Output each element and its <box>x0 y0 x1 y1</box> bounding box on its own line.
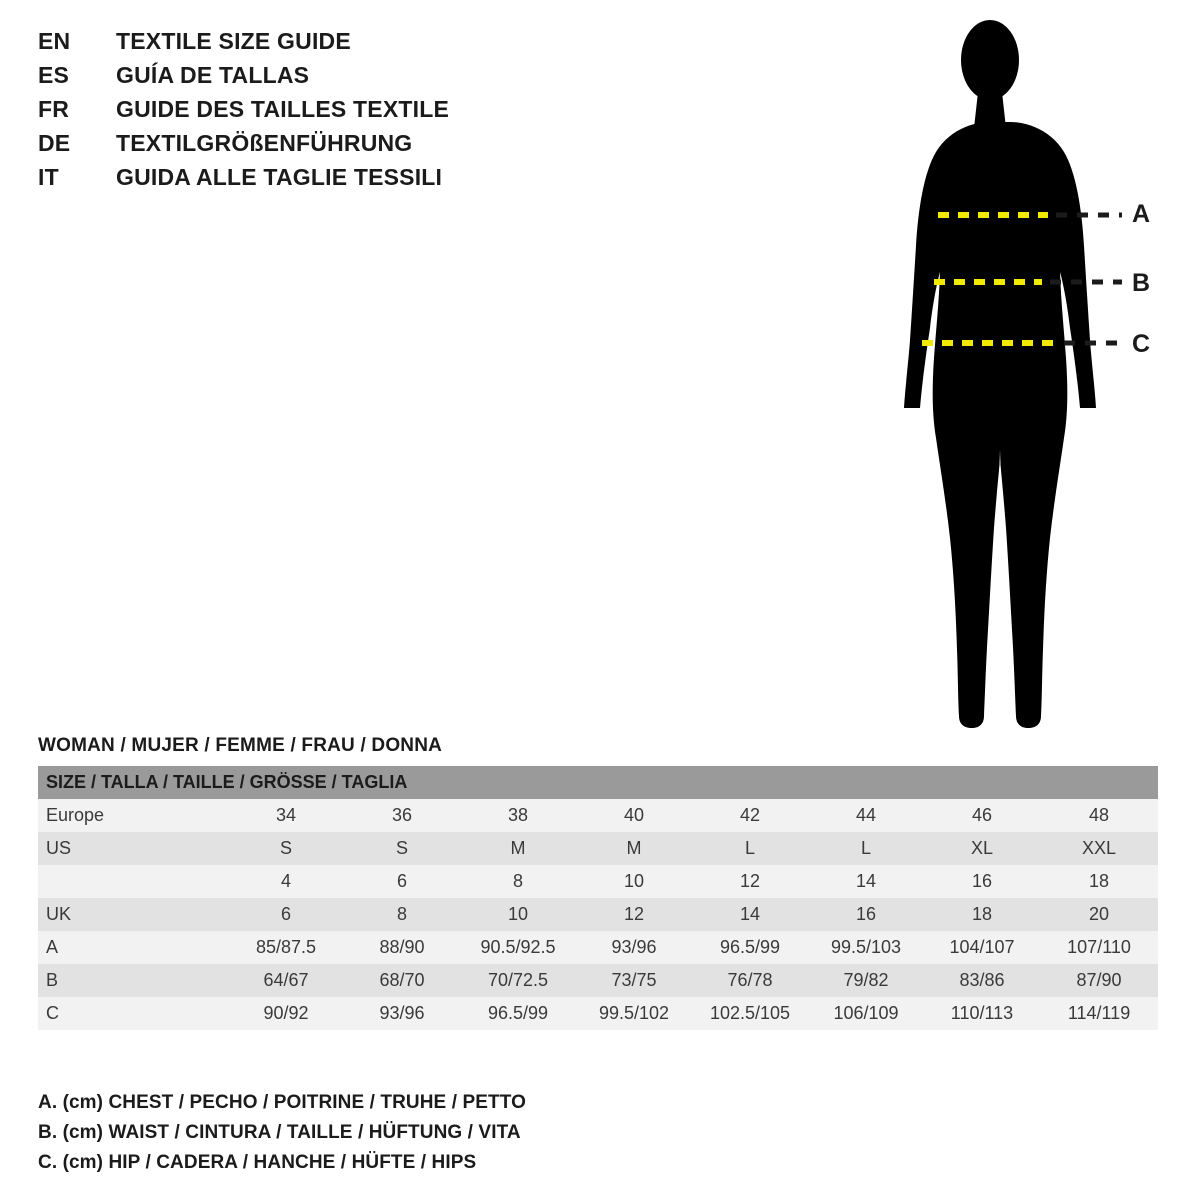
title-row <box>38 164 558 198</box>
measure-label-b: B <box>1132 269 1151 297</box>
row-label: Europe <box>38 799 228 832</box>
title-lang-code: FR <box>38 96 70 122</box>
cell: 99.5/103 <box>808 931 924 964</box>
title-lang-code: EN <box>38 28 71 54</box>
cell: S <box>344 832 460 865</box>
cell: 106/109 <box>808 997 924 1030</box>
measure-label-c: C <box>1132 330 1151 358</box>
footnotes <box>38 1092 838 1182</box>
female-silhouette-icon <box>860 10 1190 740</box>
cell: 96.5/99 <box>460 997 576 1030</box>
cell: 42 <box>692 799 808 832</box>
row-label <box>38 865 228 898</box>
cell: 18 <box>924 898 1040 931</box>
title-text: GUIDE DES TAILLES TEXTILE <box>116 96 449 122</box>
cell: 88/90 <box>344 931 460 964</box>
table-header-row <box>38 766 1158 799</box>
cell: 16 <box>924 865 1040 898</box>
cell: 10 <box>460 898 576 931</box>
cell: M <box>576 832 692 865</box>
cell: 85/87.5 <box>228 931 344 964</box>
row-label: A <box>38 931 228 964</box>
cell: 12 <box>576 898 692 931</box>
size-table-section <box>38 735 1158 1030</box>
cell: XXL <box>1040 832 1158 865</box>
table-row <box>38 964 1158 997</box>
cell: 96.5/99 <box>692 931 808 964</box>
title-text: TEXTILGRÖßENFÜHRUNG <box>116 130 413 156</box>
title-text: GUÍA DE TALLAS <box>116 62 310 88</box>
title-lang-code: ES <box>38 62 70 88</box>
cell: 76/78 <box>692 964 808 997</box>
cell: 36 <box>344 799 460 832</box>
cell: 20 <box>1040 898 1158 931</box>
cell: 68/70 <box>344 964 460 997</box>
cell: XL <box>924 832 1040 865</box>
cell: 18 <box>1040 865 1158 898</box>
table-row <box>38 865 1158 898</box>
cell: 83/86 <box>924 964 1040 997</box>
cell: 46 <box>924 799 1040 832</box>
cell: S <box>228 832 344 865</box>
cell: M <box>460 832 576 865</box>
title-row <box>38 130 558 164</box>
footnote-waist: B. (cm) WAIST / CINTURA / TAILLE / HÜFTUNG / VITA <box>38 1122 521 1143</box>
cell: 48 <box>1040 799 1158 832</box>
footnote-chest: A. (cm) CHEST / PECHO / POITRINE / TRUHE / PETTO <box>38 1092 526 1113</box>
cell: 34 <box>228 799 344 832</box>
cell: 6 <box>228 898 344 931</box>
cell: 79/82 <box>808 964 924 997</box>
cell: 107/110 <box>1040 931 1158 964</box>
cell: 40 <box>576 799 692 832</box>
title-row <box>38 62 558 96</box>
cell: 12 <box>692 865 808 898</box>
cell: 90.5/92.5 <box>460 931 576 964</box>
row-label: C <box>38 997 228 1030</box>
cell: 90/92 <box>228 997 344 1030</box>
title-lang-code: DE <box>38 130 71 156</box>
cell: L <box>808 832 924 865</box>
title-lang-code: IT <box>38 164 59 190</box>
cell: 4 <box>228 865 344 898</box>
table-row <box>38 799 1158 832</box>
title-text: TEXTILE SIZE GUIDE <box>116 28 351 54</box>
cell: 104/107 <box>924 931 1040 964</box>
cell: 16 <box>808 898 924 931</box>
cell: 8 <box>460 865 576 898</box>
cell: 14 <box>808 865 924 898</box>
row-label: US <box>38 832 228 865</box>
cell: 44 <box>808 799 924 832</box>
title-text: GUIDA ALLE TAGLIE TESSILI <box>116 164 443 190</box>
female-body-figure <box>860 10 1190 740</box>
cell: 70/72.5 <box>460 964 576 997</box>
title-row <box>38 96 558 130</box>
cell: 38 <box>460 799 576 832</box>
title-block <box>38 28 558 198</box>
cell: 73/75 <box>576 964 692 997</box>
cell: 114/119 <box>1040 997 1158 1030</box>
cell: L <box>692 832 808 865</box>
table-row <box>38 832 1158 865</box>
cell: 93/96 <box>344 997 460 1030</box>
title-row <box>38 28 558 62</box>
cell: 10 <box>576 865 692 898</box>
cell: 99.5/102 <box>576 997 692 1030</box>
cell: 14 <box>692 898 808 931</box>
cell: 102.5/105 <box>692 997 808 1030</box>
footnote-hip: C. (cm) HIP / CADERA / HANCHE / HÜFTE / HIPS <box>38 1152 477 1173</box>
section-heading: WOMAN / MUJER / FEMME / FRAU / DONNA <box>38 735 443 756</box>
cell: 87/90 <box>1040 964 1158 997</box>
size-table <box>38 766 1158 1030</box>
table-row <box>38 931 1158 964</box>
cell: 110/113 <box>924 997 1040 1030</box>
row-label: UK <box>38 898 228 931</box>
cell: 6 <box>344 865 460 898</box>
table-header-label: SIZE / TALLA / TAILLE / GRÖSSE / TAGLIA <box>38 766 1158 799</box>
measure-label-a: A <box>1132 200 1151 228</box>
table-row <box>38 898 1158 931</box>
row-label: B <box>38 964 228 997</box>
cell: 93/96 <box>576 931 692 964</box>
table-row <box>38 997 1158 1030</box>
cell: 8 <box>344 898 460 931</box>
cell: 64/67 <box>228 964 344 997</box>
